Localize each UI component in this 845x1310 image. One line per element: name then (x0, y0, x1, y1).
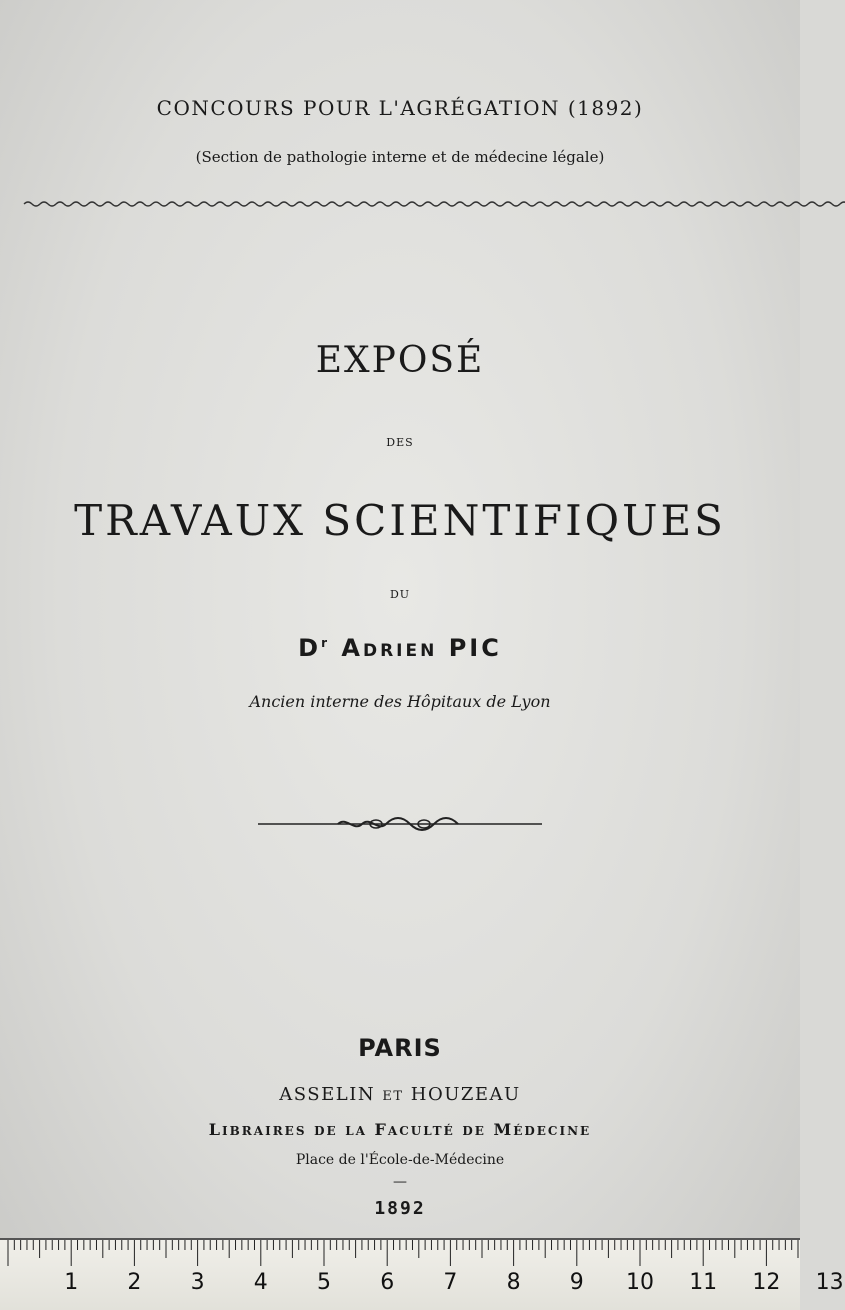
publisher-first: ASSELIN (279, 1084, 376, 1105)
word-f: F (374, 1120, 388, 1139)
word-l: L (208, 1120, 223, 1139)
word-m-rest: ÉDECINE (513, 1124, 592, 1138)
ruler-number: 4 (253, 1270, 268, 1295)
ruler-number: 1 (64, 1270, 79, 1295)
publisher-second: HOUZEAU (410, 1084, 521, 1105)
publication-city: PARIS (358, 1034, 442, 1062)
ruler-number: 11 (689, 1270, 718, 1295)
ruler-number: 7 (443, 1270, 458, 1295)
author-position: Ancien interne des Hôpitaux de Lyon (249, 692, 551, 711)
word-la: LA (345, 1124, 367, 1138)
word-m: M (493, 1120, 514, 1139)
ruler-ticks (0, 1240, 800, 1270)
des-word: DES (386, 436, 414, 449)
word-f-rest: ACULTÉ (387, 1124, 455, 1138)
ruler-number: 10 (626, 1270, 654, 1295)
address-line: Place de l'École-de-Médecine (295, 1152, 505, 1168)
ruler-number: 12 (752, 1270, 781, 1295)
measuring-ruler (0, 1238, 844, 1310)
author-first-rest: DRIEN (362, 641, 438, 661)
author-first-initial: A (341, 634, 363, 662)
author-title: D (298, 634, 322, 662)
ruler-number: 9 (569, 1270, 584, 1295)
publisher-name (0, 1084, 800, 1105)
publication-year: 1892 (374, 1198, 426, 1219)
word-de-1: DE (314, 1124, 338, 1138)
ornament-divider (258, 812, 542, 836)
ruler-number: 8 (506, 1270, 521, 1295)
section-subheading: (Section de pathologie interne et de médecine légale) (195, 148, 605, 166)
main-title: TRAVAUX SCIENTIFIQUES (74, 496, 726, 545)
separator-dash: — (393, 1174, 407, 1190)
contest-heading: CONCOURS POUR L'AGRÉGATION (1892) (156, 96, 644, 120)
word-de-2: DE (462, 1124, 486, 1138)
word-l-rest: IBRAIRES (222, 1124, 307, 1138)
ruler-number: 13 (815, 1270, 844, 1295)
author-name (0, 634, 800, 662)
ruler-number: 6 (380, 1270, 395, 1295)
author-title-sup: r (321, 636, 331, 650)
du-word: DU (389, 588, 411, 601)
booksellers-line (0, 1120, 800, 1139)
author-last: PIC (448, 634, 502, 662)
expose-title: EXPOSÉ (315, 340, 485, 381)
wavy-rule (24, 196, 784, 212)
ruler-number: 3 (190, 1270, 205, 1295)
publisher-et: ET (382, 1089, 404, 1104)
ruler-number: 5 (317, 1270, 331, 1295)
ruler-number: 2 (127, 1270, 142, 1295)
